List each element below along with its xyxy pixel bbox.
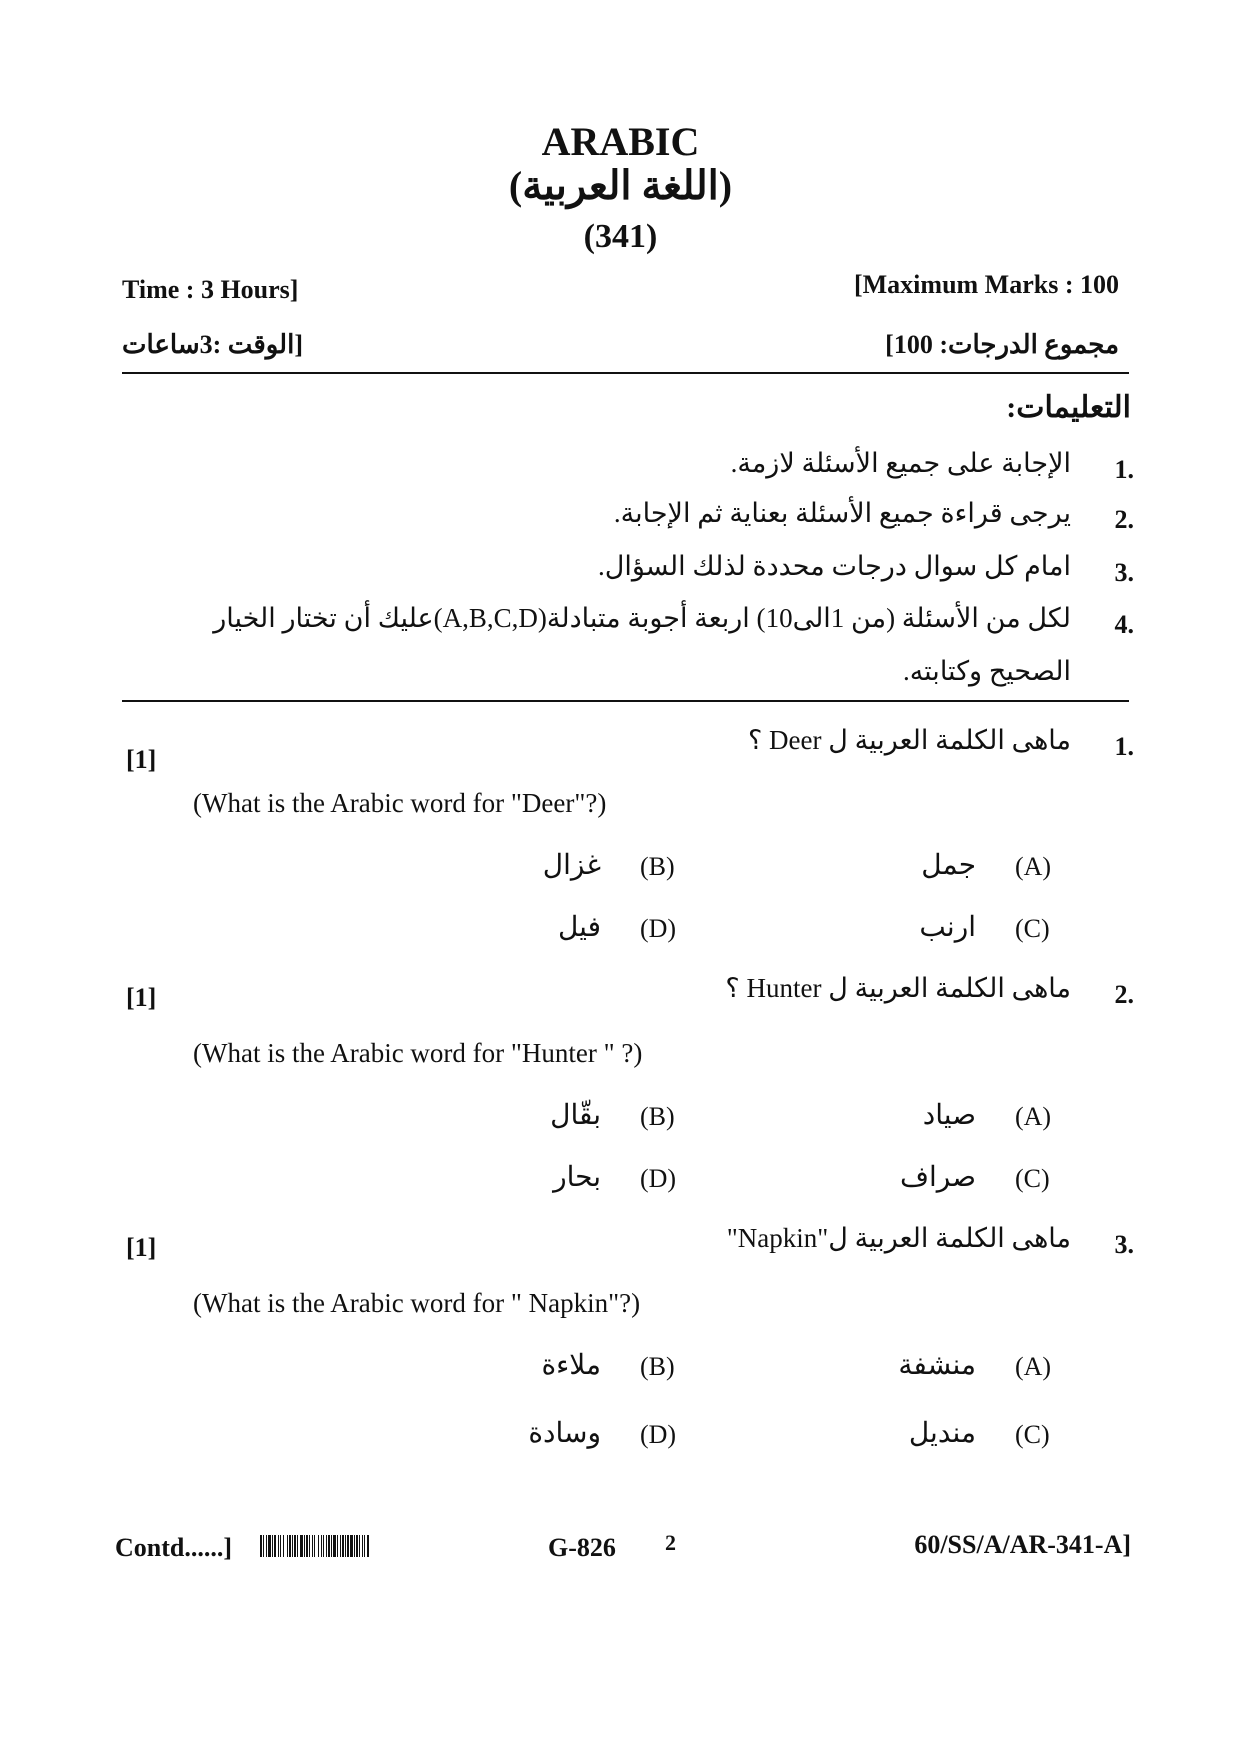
page-number: 2 bbox=[665, 1530, 676, 1555]
option-b[interactable]: ملاءة bbox=[541, 1350, 601, 1381]
paper-code: 60/SS/A/AR-341-A] bbox=[914, 1530, 1131, 1559]
contd-label: Contd......] bbox=[115, 1533, 233, 1562]
instruction-number: 2. bbox=[1114, 505, 1134, 534]
question-english: (What is the Arabic word for " Napkin"?) bbox=[193, 1288, 641, 1318]
option-label-c: (C) bbox=[1015, 1164, 1050, 1193]
booklet-code: G-826 bbox=[548, 1533, 616, 1562]
instruction-number: 4. bbox=[1114, 610, 1134, 639]
option-a[interactable]: جمل bbox=[921, 850, 976, 881]
question-number: 3. bbox=[1114, 1230, 1134, 1259]
subject-title: ARABIC bbox=[541, 119, 700, 164]
option-label-d: (D) bbox=[640, 1164, 677, 1193]
option-label-d: (D) bbox=[640, 914, 677, 943]
question-arabic: ماهى الكلمة العربية ل Hunter ؟ bbox=[725, 973, 1071, 1003]
option-label-a: (A) bbox=[1015, 1352, 1052, 1381]
option-d[interactable]: وسادة bbox=[528, 1418, 601, 1449]
instruction-text: امام كل سوال درجات محددة لذلك السؤال. bbox=[597, 551, 1071, 581]
question-english: (What is the Arabic word for "Deer"?) bbox=[193, 788, 607, 818]
question-marks: [1] bbox=[126, 983, 157, 1012]
question-marks: [1] bbox=[126, 1233, 157, 1262]
option-b[interactable]: بقّال bbox=[550, 1100, 601, 1131]
subject-title-arabic: (اللغة العربية) bbox=[508, 163, 733, 208]
option-label-b: (B) bbox=[640, 1352, 675, 1381]
max-marks-label: [Maximum Marks : 100 bbox=[853, 270, 1119, 299]
option-label-d: (D) bbox=[640, 1420, 677, 1449]
barcode-bar bbox=[369, 1535, 370, 1557]
option-label-a: (A) bbox=[1015, 852, 1052, 881]
option-label-a: (A) bbox=[1015, 1102, 1052, 1131]
question-arabic: ماهى الكلمة العربية ل"Napkin" bbox=[726, 1223, 1071, 1253]
instruction-number: 3. bbox=[1114, 558, 1134, 587]
option-d[interactable]: فيل bbox=[557, 912, 601, 943]
option-a[interactable]: منشفة bbox=[898, 1350, 976, 1381]
header-divider bbox=[122, 372, 1129, 374]
instruction-text: لكل من الأسئلة (من 1الى10) اربعة أجوبة متبادلة(A,B,C,D)عليك أن تختار الخيار bbox=[213, 603, 1071, 633]
question-marks: [1] bbox=[126, 745, 157, 774]
barcode bbox=[260, 1535, 532, 1557]
instruction-number: 1. bbox=[1114, 455, 1134, 484]
question-arabic: ماهى الكلمة العربية ل Deer ؟ bbox=[747, 725, 1071, 755]
option-d[interactable]: بحار bbox=[553, 1162, 601, 1193]
time-label-arabic: [الوقت :3ساعات bbox=[122, 330, 303, 359]
option-label-b: (B) bbox=[640, 1102, 675, 1131]
subject-code: (341) bbox=[583, 218, 658, 255]
option-c[interactable]: ارنب bbox=[919, 912, 976, 943]
instruction-text: يرجى قراءة جميع الأسئلة بعناية ثم الإجابة. bbox=[613, 498, 1071, 528]
option-c[interactable]: صراف bbox=[899, 1162, 976, 1193]
option-label-c: (C) bbox=[1015, 914, 1050, 943]
option-b[interactable]: غزال bbox=[542, 850, 601, 881]
question-number: 2. bbox=[1114, 980, 1134, 1009]
option-c[interactable]: منديل bbox=[908, 1418, 976, 1449]
time-label: Time : 3 Hours] bbox=[122, 275, 299, 304]
max-marks-label-arabic: مجموع الدرجات: 100] bbox=[885, 330, 1119, 359]
option-label-b: (B) bbox=[640, 852, 675, 881]
question-english: (What is the Arabic word for "Hunter " ?) bbox=[193, 1038, 643, 1068]
option-a[interactable]: صياد bbox=[922, 1100, 976, 1131]
question-number: 1. bbox=[1114, 732, 1134, 761]
instructions-heading: التعليمات: bbox=[1006, 391, 1131, 424]
instruction-text: الإجابة على جميع الأسئلة لازمة. bbox=[730, 448, 1071, 478]
instruction-text-continued: الصحيح وكتابته. bbox=[902, 656, 1071, 686]
instructions-divider bbox=[122, 700, 1129, 702]
option-label-c: (C) bbox=[1015, 1420, 1050, 1449]
